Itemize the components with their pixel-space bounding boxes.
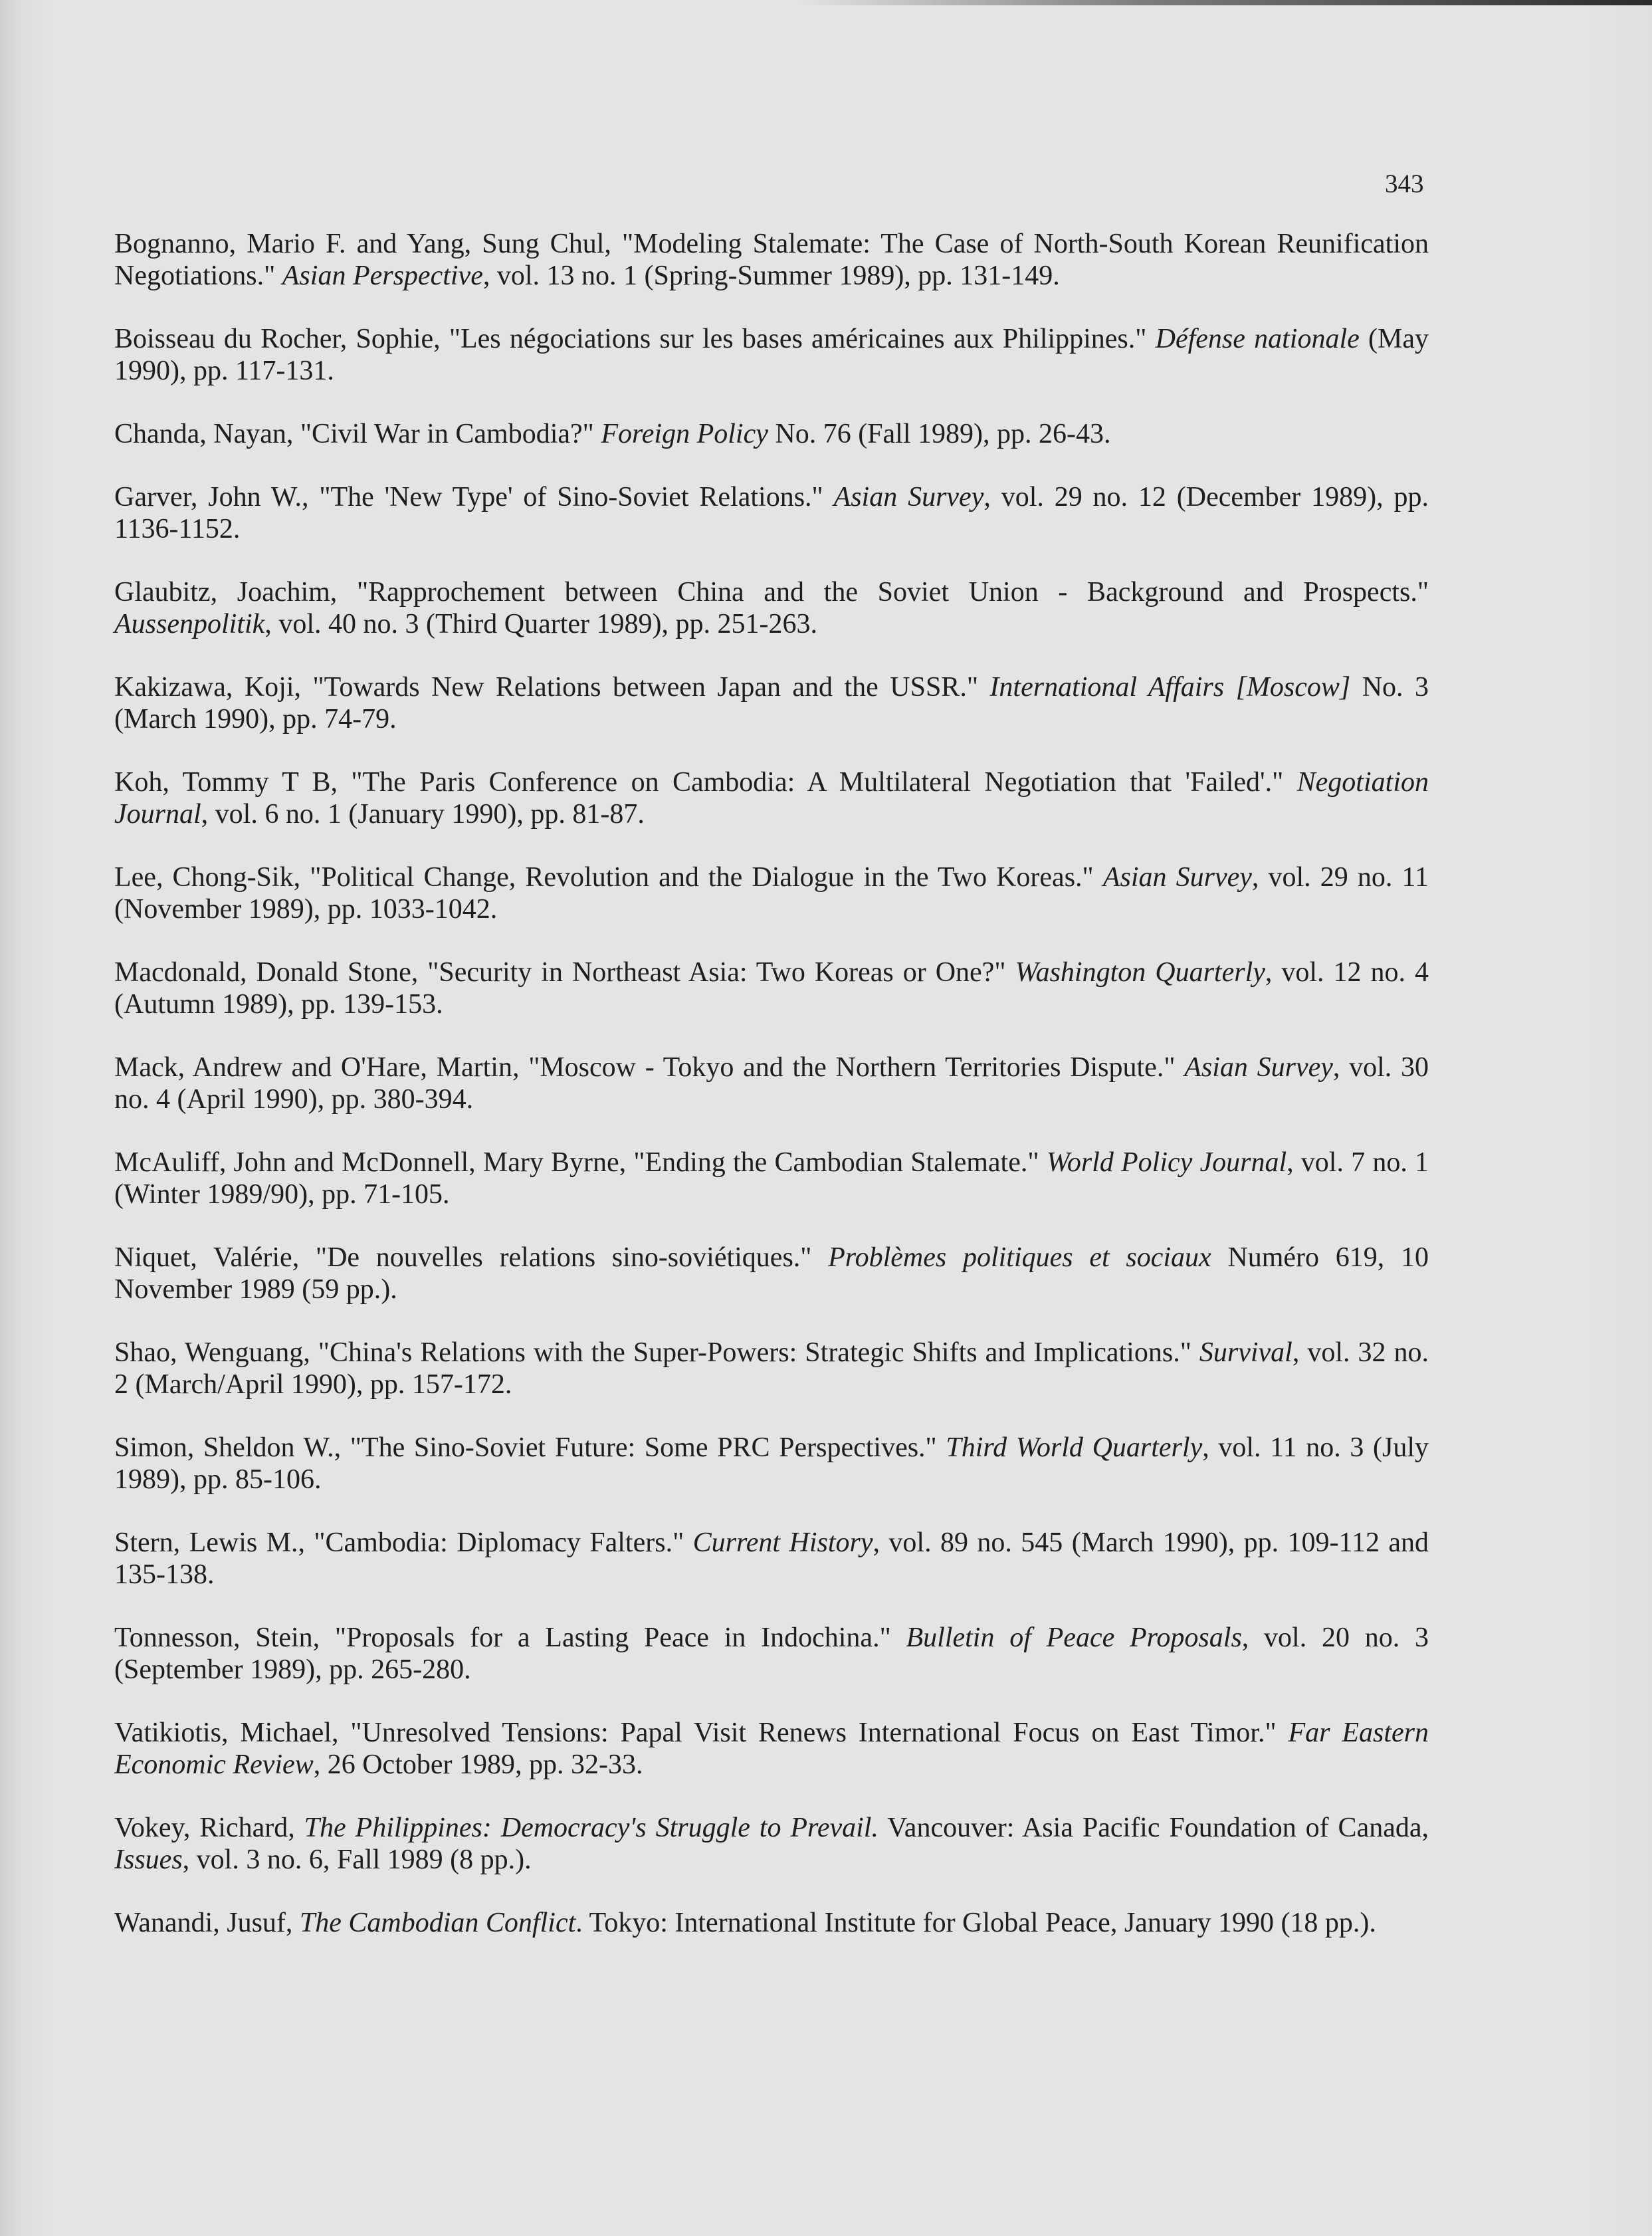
citation-text: , vol. 13 no. 1 (Spring-Summer 1989), pp. 131-149. <box>482 261 1060 291</box>
bibliography-entry <box>114 1147 1429 1210</box>
scan-edge-shadow <box>797 0 1652 5</box>
citation-text: Bognanno, Mario F. and Yang, Sung Chul, "Modeling Stalemate: The Case of North-South Korean Reunification Negotiations." <box>114 229 1429 291</box>
bibliography-entry <box>114 228 1429 292</box>
citation-text: Niquet, Valérie, "De nouvelles relations sino-soviétiques." <box>114 1242 829 1273</box>
citation-text: , vol. 29 no. 12 (December 1989), pp. 1136-1152. <box>114 482 1429 544</box>
publication-title: Current History <box>692 1527 873 1558</box>
bibliography-entry <box>114 323 1429 387</box>
citation-text: Shao, Wenguang, "China's Relations with the Super-Powers: Strategic Shifts and Implications." <box>114 1337 1199 1368</box>
citation-text: , vol. 3 no. 6, Fall 1989 (8 pp.). <box>182 1845 532 1875</box>
bibliography-entry <box>114 1907 1429 1939</box>
bibliography-entry <box>114 1812 1429 1876</box>
page-number: 343 <box>1385 169 1424 198</box>
citation-text: , 26 October 1989, pp. 32-33. <box>313 1749 643 1780</box>
bibliography-entry <box>114 766 1429 830</box>
citation-text: Macdonald, Donald Stone, "Security in Northeast Asia: Two Koreas or One?" <box>114 957 1015 988</box>
citation-text: Koh, Tommy T B, "The Paris Conference on Cambodia: A Multilateral Negotiation that 'Failed'." <box>114 767 1297 798</box>
citation-text: Boisseau du Rocher, Sophie, "Les négociations sur les bases américaines aux Philippines." <box>114 324 1156 354</box>
citation-text: , vol. 12 no. 4 (Autumn 1989), pp. 139-153. <box>114 957 1429 1020</box>
bibliography-entry <box>114 1052 1429 1115</box>
citation-text: , vol. 32 no. 2 (March/April 1990), pp. 157-172. <box>114 1337 1429 1400</box>
bibliography-entry <box>114 1527 1429 1591</box>
citation-text: Simon, Sheldon W., "The Sino-Soviet Future: Some PRC Perspectives." <box>114 1432 946 1463</box>
publication-title: Problèmes politiques et sociaux <box>828 1242 1211 1273</box>
bibliography-entry <box>114 1337 1429 1400</box>
citation-text: Vatikiotis, Michael, "Unresolved Tensions: Papal Visit Renews International Focus on East Timor." <box>114 1718 1289 1748</box>
publication-title: Asian Survey <box>1102 862 1252 893</box>
publication-title: The Cambodian Conflict <box>299 1908 576 1938</box>
citation-text: , vol. 6 no. 1 (January 1990), pp. 81-87. <box>201 799 645 830</box>
citation-text: Wanandi, Jusuf, <box>114 1908 300 1938</box>
citation-text: . Tokyo: International Institute for Global Peace, January 1990 (18 pp.). <box>575 1908 1376 1938</box>
citation-text: Lee, Chong-Sik, "Political Change, Revolution and the Dialogue in the Two Koreas." <box>114 862 1103 893</box>
citation-text: Garver, John W., "The 'New Type' of Sino-Soviet Relations." <box>114 482 834 512</box>
citation-text: , vol. 29 no. 11 (November 1989), pp. 1033-1042. <box>114 862 1429 925</box>
bibliography-entry <box>114 1622 1429 1686</box>
citation-text: , vol. 40 no. 3 (Third Quarter 1989), pp. 251-263. <box>264 609 818 639</box>
bibliography-entry <box>114 418 1429 450</box>
publication-title: Asian Perspective <box>282 261 483 291</box>
publication-title: The Philippines: Democracy's Struggle to Prevail. <box>304 1813 878 1843</box>
citation-text: Vancouver: Asia Pacific Foundation of Canada, <box>878 1813 1429 1843</box>
publication-title: Negotiation Journal <box>114 767 1429 830</box>
citation-text: No. 3 (March 1990), pp. 74-79. <box>114 672 1429 734</box>
citation-text: Mack, Andrew and O'Hare, Martin, "Moscow - Tokyo and the Northern Territories Dispute." <box>114 1052 1185 1083</box>
bibliography-list <box>114 228 1429 1970</box>
citation-text: , vol. 11 no. 3 (July 1989), pp. 85-106. <box>114 1432 1429 1495</box>
publication-title: Défense nationale <box>1155 324 1360 354</box>
publication-title: Survival <box>1199 1337 1292 1368</box>
publication-title: Third World Quarterly <box>946 1432 1203 1463</box>
publication-title: Asian Survey <box>1184 1052 1333 1083</box>
publication-title: Washington Quarterly <box>1015 957 1265 988</box>
publication-title: Aussenpolitik <box>114 609 265 639</box>
citation-text: No. 76 (Fall 1989), pp. 26-43. <box>768 419 1111 449</box>
bibliography-entry <box>114 1432 1429 1496</box>
citation-text: Numéro 619, 10 November 1989 (59 pp.). <box>114 1242 1429 1305</box>
citation-text: (May 1990), pp. 117-131. <box>114 324 1429 386</box>
citation-text: Stern, Lewis M., "Cambodia: Diplomacy Falters." <box>114 1527 693 1558</box>
bibliography-entry <box>114 481 1429 545</box>
bibliography-entry <box>114 956 1429 1020</box>
citation-text: Kakizawa, Koji, "Towards New Relations between Japan and the USSR." <box>114 672 990 703</box>
bibliography-entry <box>114 671 1429 735</box>
publication-title: Issues <box>114 1845 183 1875</box>
publication-title: Foreign Policy <box>601 419 768 449</box>
citation-text: McAuliff, John and McDonnell, Mary Byrne, "Ending the Cambodian Stalemate." <box>114 1147 1047 1178</box>
bibliography-entry <box>114 1242 1429 1305</box>
citation-text: Tonnesson, Stein, "Proposals for a Lasting Peace in Indochina." <box>114 1622 906 1653</box>
publication-title: Asian Survey <box>833 482 984 512</box>
citation-text: Glaubitz, Joachim, "Rapprochement between China and the Soviet Union - Background and Prospects." <box>114 577 1429 608</box>
bibliography-entry <box>114 576 1429 640</box>
citation-text: , vol. 30 no. 4 (April 1990), pp. 380-394. <box>114 1052 1429 1115</box>
publication-title: Far Eastern Economic Review <box>114 1718 1429 1780</box>
publication-title: World Policy Journal <box>1046 1147 1287 1178</box>
citation-text: , vol. 7 no. 1 (Winter 1989/90), pp. 71-105. <box>114 1147 1429 1210</box>
citation-text: , vol. 20 no. 3 (September 1989), pp. 265-280. <box>114 1622 1429 1685</box>
publication-title: International Affairs [Moscow] <box>989 672 1351 703</box>
publication-title: Bulletin of Peace Proposals <box>906 1622 1242 1653</box>
citation-text: Chanda, Nayan, "Civil War in Cambodia?" <box>114 419 601 449</box>
citation-text: Vokey, Richard, <box>114 1813 304 1843</box>
citation-text: , vol. 89 no. 545 (March 1990), pp. 109-112 and 135-138. <box>114 1527 1429 1590</box>
bibliography-entry <box>114 1717 1429 1781</box>
bibliography-entry <box>114 861 1429 925</box>
